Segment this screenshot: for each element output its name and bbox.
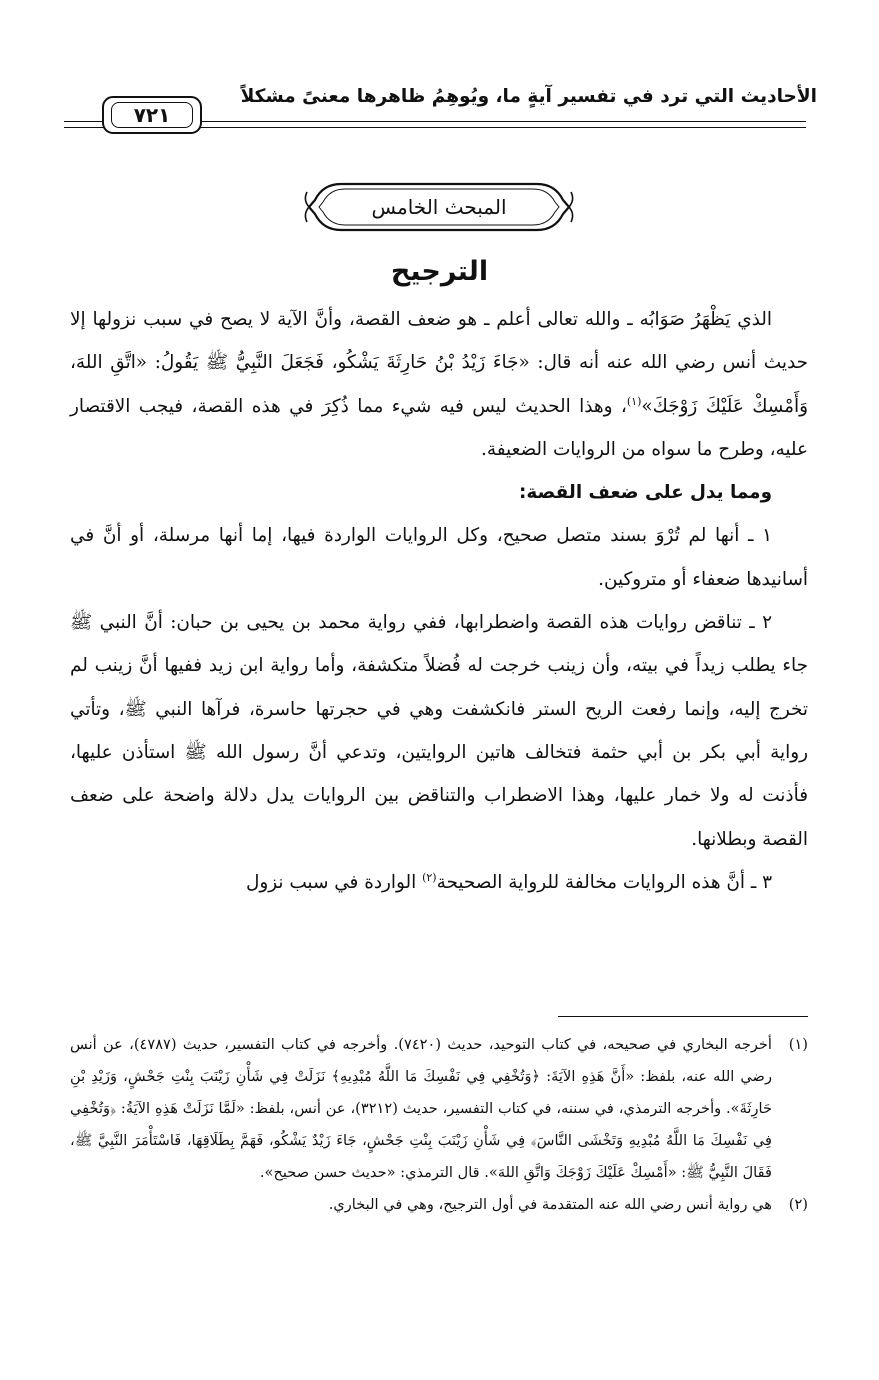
paragraph-text: الذي يَظْهَرُ صَوَابُه ـ والله تعالى أعلم ـ هو ضعف القصة، وأنَّ الآية لا يصح في سبب نزولها إلا حديث أنس رضي الله عنه أنه قال: «جَاءَ زَيْدُ بْنُ حَارِثَةَ يَشْكُو، فَجَعَلَ النَّبِيُّ ﷺ يَقُولُ: «اتَّقِ اللهَ، وَأَمْسِكْ عَلَيْكَ زَوْجَكَ»	[70, 309, 808, 417]
page-number-frame	[102, 96, 202, 134]
main-text	[70, 298, 808, 904]
list-item: ١ ـ أنها لم تُرْوَ بسند متصل صحيح، وكل الروايات الواردة فيها، إما أنها مرسلة، أو أنَّ في أسانيدها ضعفاء أو متروكين.	[70, 525, 808, 590]
footnote	[70, 1189, 808, 1221]
section-heading-frame	[301, 172, 577, 242]
list-item: ٢ ـ تناقض روايات هذه القصة واضطرابها، ففي رواية محمد بن يحيى بن حبان: أنَّ النبي ﷺ جاء يطلب زيداً في بيته، وأن زينب خرجت له فُضلاً متكشفة، وأما رواية ابن زيد ففيها أنَّ زينب لم تخرج إليه، وإنما رفعت الريح الستر فانكشفت وهي في حجرتها حاسرة، فرآها النبي ﷺ، وتأتي رواية أبي بكر بن أبي حثمة فتخالف هاتين الروايتين، وتدعي أنَّ رسول الله ﷺ استأذن عليها، فأذنت له ولا خمار عليها، وهذا الاضطراب والتناقض بين الروايات يدل دلالة واضحة على ضعف القصة وبطلانها.	[70, 612, 808, 850]
footnote-separator	[558, 1016, 808, 1017]
paragraph-text: ، وهذا الحديث ليس فيه شيء مما ذُكِرَ في هذه القصة، فيجب الاقتصار عليه، وطرح ما سواه من الروايات الضعيفة.	[70, 395, 808, 460]
section-heading: المبحث الخامس	[371, 195, 507, 219]
list-item	[70, 861, 808, 904]
footnotes	[70, 1029, 808, 1221]
running-title: الأحاديث التي ترد في تفسير آيةٍ ما، ويُوهِمُ ظاهرها معنىً مشكلاً	[240, 86, 817, 107]
footnote-text: أخرجه البخاري في صحيحه، في كتاب التوحيد، حديث (٧٤٢٠). وأخرجه في كتاب التفسير، حديث (٤٧٨٧)، عن أنس رضي الله عنه، بلفظ: «أَنَّ هَذِهِ الآيَةَ: ﴿وَتُخْفِي فِي نَفْسِكَ مَا اللَّهُ مُبْدِيهِ﴾ نَزَلَتْ فِي شَأْنِ زَيْنَبَ بِنْتِ جَحْشٍ، وَزَيْدِ بْنِ حَارِثَةَ». وأخرجه الترمذي، في سننه، في كتاب التفسير، حديث (٣٢١٢)، عن أنس، بلفظ: «لَمَّا نَزَلَتْ هَذِهِ الآيَةُ: ﴿وَتُخْفِي فِي نَفْسِكَ مَا اللَّهُ مُبْدِيهِ وَتَخْشَى النَّاسَ﴾ فِي شَأْنِ زَيْنَبَ بِنْتِ جَحْشٍ، جَاءَ زَيْدٌ يَشْكُو، فَهَمَّ بِطَلَاقِهَا، فَاسْتَأْمَرَ النَّبِيَّ ﷺ، فَقَالَ النَّبِيُّ ﷺ: «أَمْسِكْ عَلَيْكَ زَوْجَكَ وَاتَّقِ اللهَ». قال الترمذي: «حديث حسن صحيح».	[70, 1036, 772, 1181]
footnote-ref: (١)	[626, 394, 642, 408]
footnote-number: (١)	[788, 1036, 808, 1053]
footnote	[70, 1029, 808, 1189]
page-number: ٧٢١	[111, 102, 193, 128]
footnote-text: هي رواية أنس رضي الله عنه المتقدمة في أول الترجيح، وهي في البخاري.	[328, 1196, 772, 1213]
paragraph-text: ٣ ـ أنَّ هذه الروايات مخالفة للرواية الصحيحة	[436, 871, 772, 893]
subheading: ومما يدل على ضعف القصة:	[519, 482, 772, 504]
footnote-ref: (٢)	[422, 870, 437, 884]
section-title: الترجيح	[390, 256, 489, 287]
footnote-number: (٢)	[788, 1196, 808, 1213]
paragraph	[70, 298, 808, 471]
paragraph-text: الواردة في سبب نزول	[246, 871, 423, 893]
